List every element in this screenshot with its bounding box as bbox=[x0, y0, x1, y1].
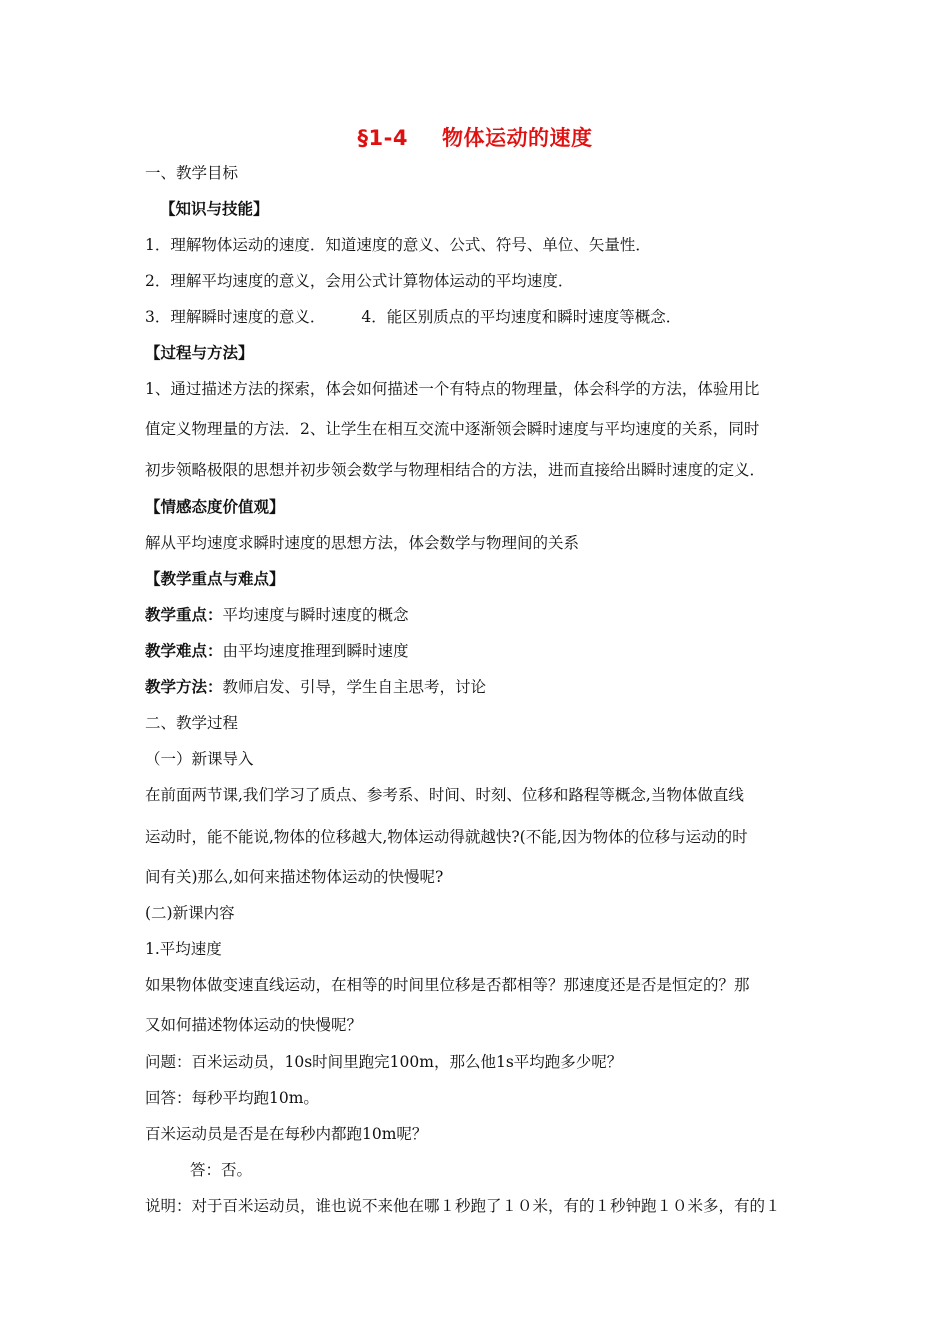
heading-emotion-values: 【情感态度价值观】 bbox=[145, 498, 285, 516]
process-text-line-3: 初步领略极限的思想并初步领会数学与物理相结合的方法，进而直接给出瞬时速度的定义． bbox=[145, 461, 766, 479]
difficulty-text: 由平均速度推理到瞬时速度 bbox=[222, 642, 409, 660]
teaching-focus bbox=[145, 604, 810, 626]
difficulty-label: 教学难点： bbox=[145, 642, 223, 660]
knowledge-item-3a: 3．理解瞬时速度的意义． bbox=[145, 308, 326, 326]
subheading-intro: （一）新课导入 bbox=[145, 750, 254, 768]
heading-process-methods: 【过程与方法】 bbox=[145, 344, 254, 362]
focus-text: 平均速度与瞬时速度的概念 bbox=[222, 606, 409, 624]
process-text-line-1: 1、通过描述方法的探索，体会如何描述一个有特点的物理量，体会科学的方法，体验用比 bbox=[145, 380, 760, 398]
heading-teaching-process: 二、教学过程 bbox=[145, 714, 239, 732]
teaching-difficulty bbox=[145, 640, 810, 662]
heading-key-points: 【教学重点与难点】 bbox=[145, 570, 285, 588]
focus-label: 教学重点： bbox=[145, 606, 223, 624]
explanation-text: 说明：对于百米运动员，谁也说不来他在哪１秒跑了１０米，有的１秒钟跑１０米多，有的１ bbox=[145, 1197, 781, 1215]
teaching-method bbox=[145, 676, 810, 698]
section-number: §1-4 bbox=[357, 126, 408, 150]
emotion-text: 解从平均速度求瞬时速度的思想方法，体会数学与物理间的关系 bbox=[145, 534, 580, 552]
heading-teaching-goals: 一、教学目标 bbox=[145, 164, 239, 182]
intro-text-line-1: 在前面两节课,我们学习了质点、参考系、时间、时刻、位移和路程等概念,当物体做直线 bbox=[145, 786, 744, 804]
page-title bbox=[0, 122, 950, 152]
answer-2: 答：否。 bbox=[190, 1161, 253, 1179]
question-1: 问题：百米运动员，10s时间里跑完100m，那么他1s平均跑多少呢？ bbox=[145, 1053, 623, 1071]
knowledge-item-2: 2．理解平均速度的意义，会用公式计算物体运动的平均速度． bbox=[145, 272, 574, 290]
method-label: 教学方法： bbox=[145, 678, 223, 696]
section-title: 物体运动的速度 bbox=[441, 126, 593, 150]
question-2: 百米运动员是否是在每秒内都跑10m呢？ bbox=[145, 1125, 428, 1143]
content-text-line-1: 如果物体做变速直线运动，在相等的时间里位移是否都相等？那速度还是否是恒定的？那 bbox=[145, 976, 750, 994]
heading-knowledge-skills: 【知识与技能】 bbox=[160, 200, 269, 218]
content-text-line-2: 又如何描述物体运动的快慢呢？ bbox=[145, 1016, 363, 1034]
intro-text-line-3: 间有关)那么,如何来描述物体运动的快慢呢? bbox=[145, 868, 444, 886]
intro-text-line-2: 运动时，能不能说,物体的位移越大,物体运动得就越快?(不能,因为物体的位移与运动的时 bbox=[145, 828, 748, 846]
method-text: 教师启发、引导，学生自主思考，讨论 bbox=[222, 678, 487, 696]
topic-average-speed: 1.平均速度 bbox=[145, 940, 222, 958]
knowledge-item-3 bbox=[145, 306, 810, 328]
answer-1: 回答：每秒平均跑10m。 bbox=[145, 1089, 319, 1107]
subheading-content: (二)新课内容 bbox=[145, 904, 235, 922]
process-text-line-2: 值定义物理量的方法．2、让学生在相互交流中逐渐领会瞬时速度与平均速度的关系，同时 bbox=[145, 420, 760, 438]
knowledge-item-4: 4．能区别质点的平均速度和瞬时速度等概念． bbox=[361, 308, 682, 326]
knowledge-item-1: 1．理解物体运动的速度．知道速度的意义、公式、符号、单位、矢量性． bbox=[145, 236, 651, 254]
